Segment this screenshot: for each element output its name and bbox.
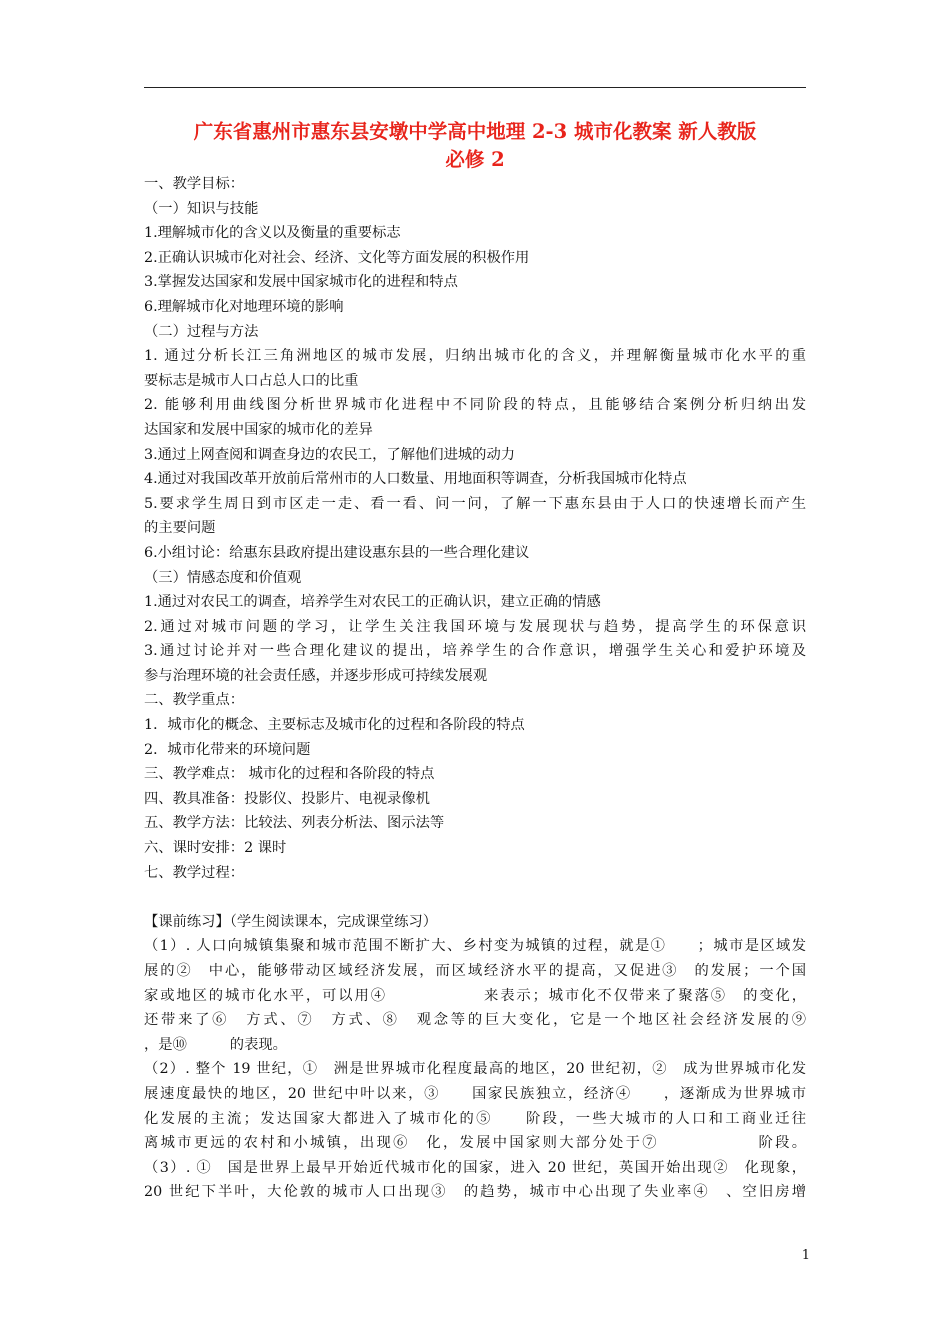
title-line-1: 广东省惠州市惠东县安墩中学高中地理 2-3 城市化教案 新人教版 [193,120,757,143]
text-line: 达国家和发展中国家的城市化的差异 [144,421,373,438]
page-number: 1 [801,1248,810,1263]
text-line: 三、教学难点： 城市化的过程和各阶段的特点 [144,766,435,783]
text-line: 1.理解城市化的含义以及衡量的重要标志 [144,225,401,242]
text-line: 家或地区的城市化水平，可以用④ 来表示；城市化不仅带来了聚落⑤ 的变化， [144,987,806,1004]
text-line: （1）. 人口向城镇集聚和城市范围不断扩大、乡村变为城镇的过程，就是① ；城市是区域发 [144,938,806,955]
text-line: 化发展的主流；发达国家大都进入了城市化的⑤ 阶段，一些大城市的人口和工商业迁往 [144,1110,806,1127]
text-line: 的主要问题 [144,520,216,537]
document-title [144,118,806,174]
text-line: 一、教学目标： [144,176,245,192]
text-line: 五、教学方法：比较法、列表分析法、图示法等 [144,815,445,832]
text-line: （一）知识与技能 [144,200,259,217]
text-line: 离城市更远的农村和小城镇，出现⑥ 化，发展中国家则大部分处于⑦ 阶段。 [144,1135,806,1152]
text-line: （3）. ① 国是世界上最早开始近代城市化的国家，进入 20 世纪，英国开始出现② 化现象， [144,1159,806,1176]
text-line: 3.通过上网查阅和调查身边的农民工，了解他们进城的动力 [144,446,516,463]
text-line: 2.正确认识城市化对社会、经济、文化等方面发展的积极作用 [144,249,530,266]
text-line: 二、教学重点： [144,692,245,709]
text-line: 【课前练习】（学生阅读课本，完成课堂练习） [144,913,438,930]
text-line: 四、教具准备：投影仪、投影片、电视录像机 [144,790,430,807]
text-line: 1. 通过分析长江三角洲地区的城市发展，归纳出城市化的含义，并理解衡量城市化水平的重 [144,348,806,365]
text-line: 2．城市化带来的环境问题 [144,741,311,758]
text-line: 六、课时安排：2 课时 [144,840,287,857]
document-body [144,172,806,1205]
text-line: （二）过程与方法 [144,323,259,340]
text-line: 4.通过对我国改革开放前后常州市的人口数量、用地面积等调查，分析我国城市化特点 [144,471,687,488]
title-line-2: 必修 2 [445,148,505,171]
header-rule [144,87,806,88]
text-line: 1.通过对农民工的调查，培养学生对农民工的正确认识，建立正确的情感 [144,594,601,611]
text-line: （2）. 整个 19 世纪，① 洲是世界城市化程度最高的地区，20 世纪初，② 成为世界城市化发 [144,1061,806,1078]
text-line: （三）情感态度和价值观 [144,569,302,586]
text-line: 展的② 中心，能够带动区域经济发展，而区域经济水平的提高，又促进③ 的发展；一个国 [144,963,806,979]
text-line: 5.要求学生周日到市区走一走、看一看、问一问，了解一下惠东县由于人口的快速增长而产生 [144,495,806,512]
text-line: 6.小组讨论：给惠东县政府提出建设惠东县的一些合理化建议 [144,544,530,561]
text-line: 2. 能够利用曲线图分析世界城市化进程中不同阶段的特点，且能够结合案例分析归纳出发 [144,397,806,414]
text-line: 参与治理环境的社会责任感，并逐步形成可持续发展观 [144,667,488,684]
text-line: 20 世纪下半叶，大伦敦的城市人口出现③ 的趋势，城市中心出现了失业率④ 、空旧房增 [144,1184,806,1201]
text-line: 2.通过对城市问题的学习，让学生关注我国环境与发展现状与趋势，提高学生的环保意识 [144,618,806,635]
text-line: 6.理解城市化对地理环境的影响 [144,298,344,315]
text-line: ，是⑩ 的表现。 [144,1036,287,1053]
text-line: 七、教学过程： [144,864,245,881]
text-line: 展速度最快的地区，20 世纪中叶以来，③ 国家民族独立，经济④ ，逐渐成为世界城市 [144,1085,806,1102]
text-line: 要标志是城市人口占总人口的比重 [144,372,359,389]
text-line: 还带来了⑥ 方式、⑦ 方式、⑧ 观念等的巨大变化，它是一个地区社会经济发展的⑨ [144,1012,806,1029]
text-line: 3.掌握发达国家和发展中国家城市化的进程和特点 [144,274,458,291]
text-line: 1．城市化的概念、主要标志及城市化的过程和各阶段的特点 [144,717,525,734]
text-line: 3.通过讨论并对一些合理化建议的提出，培养学生的合作意识，增强学生关心和爱护环境及 [144,643,806,660]
